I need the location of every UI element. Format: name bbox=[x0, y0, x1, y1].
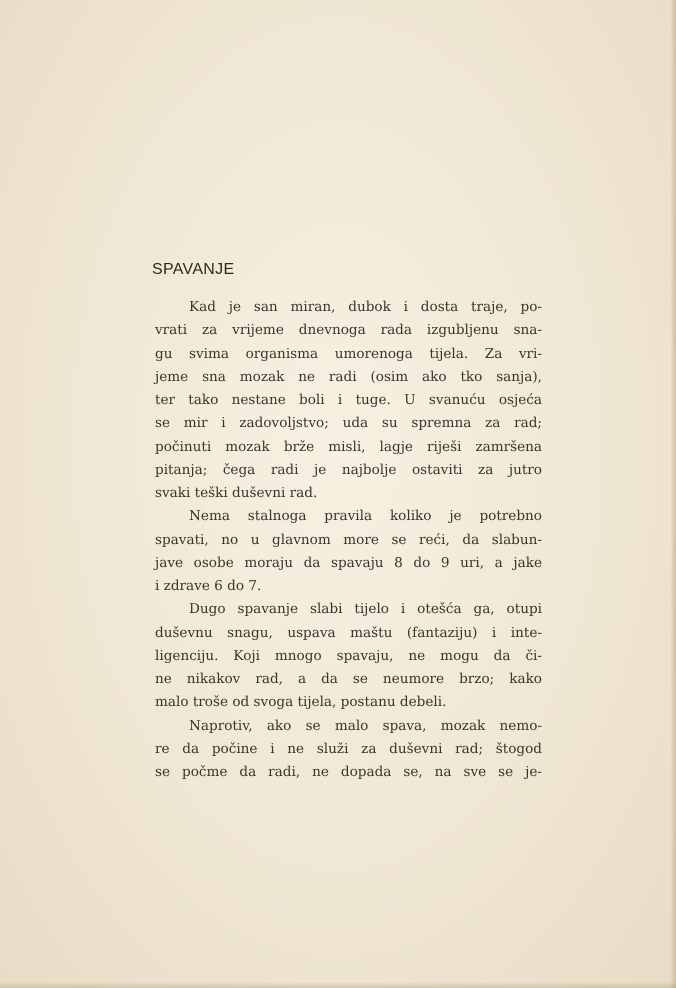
page-edge-shadow-bottom bbox=[0, 982, 676, 988]
text-line: vrati za vrijeme dnevnoga rada izgubljenu sna- bbox=[155, 322, 542, 339]
text-line: gu svima organisma umorenoga tijela. Za vri- bbox=[155, 345, 542, 362]
text-line: duševnu snagu, uspava maštu (fantaziju) i inte- bbox=[155, 624, 542, 641]
body-text bbox=[155, 296, 542, 784]
text-line: se mir i zadovoljstvo; uda su spremna za rad; bbox=[155, 415, 542, 432]
chapter-heading: SPAVANJE bbox=[152, 261, 235, 278]
text-line: Kad je san miran, dubok i dosta traje, po- bbox=[189, 299, 542, 315]
text-line: spavati, no u glavnom more se reći, da slabun- bbox=[155, 531, 542, 548]
text-line: ne nikakov rad, a da se neumore brzo; kako bbox=[155, 671, 542, 687]
text-line: počinuti mozak brže misli, lagje riješi zamršena bbox=[155, 438, 542, 455]
text-line: svaki teški duševni rad. bbox=[155, 485, 318, 501]
text-line: se počme da radi, ne dopada se, na sve se je- bbox=[155, 764, 542, 780]
text-line: ter tako nestane boli i tuge. U svanuću osjeća bbox=[155, 392, 542, 408]
page-edge-shadow-right bbox=[670, 0, 676, 988]
text-line: jave osobe moraju da spavaju 8 do 9 uri, a jake bbox=[155, 554, 542, 571]
text-line: jeme sna mozak ne radi (osim ako tko sanja), bbox=[155, 368, 542, 385]
text-line: malo troše od svoga tijela, postanu debeli. bbox=[155, 694, 447, 711]
text-line: i zdrave 6 do 7. bbox=[155, 578, 262, 594]
text-line: pitanja; čega radi je najbolje ostaviti za jutro bbox=[155, 461, 542, 478]
text-line: Naprotiv, ako se malo spava, mozak nemo- bbox=[189, 717, 542, 734]
text-line: ligenciju. Koji mnogo spavaju, ne mogu da či- bbox=[155, 647, 542, 664]
text-line: Nema stalnoga pravila koliko je potrebno bbox=[189, 508, 542, 525]
text-line: Dugo spavanje slabi tijelo i otešća ga, otupi bbox=[189, 601, 542, 618]
text-line: re da počine i ne služi za duševni rad; štogod bbox=[155, 740, 542, 757]
